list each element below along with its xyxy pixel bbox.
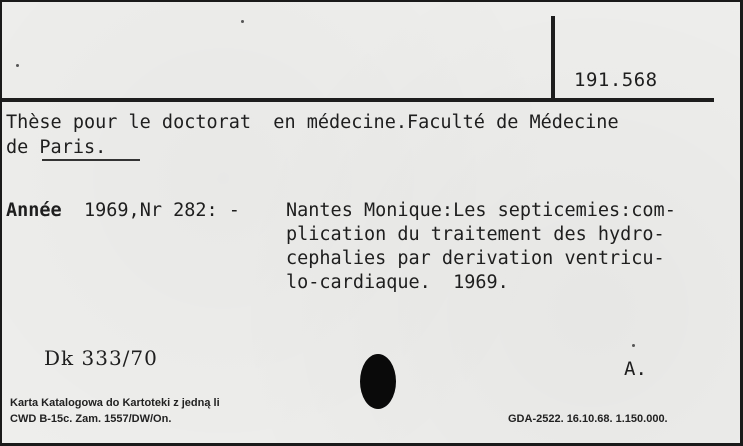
punch-hole bbox=[360, 354, 396, 409]
body-line-2: plication du traitement des hydro- bbox=[286, 224, 665, 245]
thesis-line-2: de Paris. bbox=[6, 137, 107, 158]
printer-line-2: CWD B-15c. Zam. 1557/DW/On. bbox=[10, 413, 172, 425]
dk-number: Dk 333/70 bbox=[44, 346, 158, 370]
body-line-1: Nantes Monique:Les septicemies:com- bbox=[286, 200, 676, 221]
catalog-card bbox=[2, 2, 740, 443]
thesis-line-1: Thèse pour le doctorat en médecine.Faculté de Médecine bbox=[6, 112, 619, 133]
body-line-3: cephalies par derivation ventricu- bbox=[286, 248, 665, 269]
speck bbox=[632, 344, 635, 347]
horizontal-rule bbox=[2, 98, 714, 102]
paris-underline bbox=[42, 159, 140, 161]
speck bbox=[16, 64, 19, 67]
entry-head: 1969,Nr 282: - bbox=[84, 200, 240, 221]
printer-line-3: GDA-2522. 16.10.68. 1.150.000. bbox=[508, 413, 668, 425]
call-number: 191.568 bbox=[574, 69, 658, 91]
vertical-rule bbox=[551, 16, 555, 100]
mark-a: A. bbox=[624, 358, 647, 380]
year-label: Année bbox=[6, 200, 62, 221]
body-line-4: lo-cardiaque. 1969. bbox=[286, 272, 509, 293]
printer-line-1: Karta Katalogowa do Kartoteki z jedną li bbox=[10, 397, 220, 409]
speck bbox=[241, 20, 244, 23]
